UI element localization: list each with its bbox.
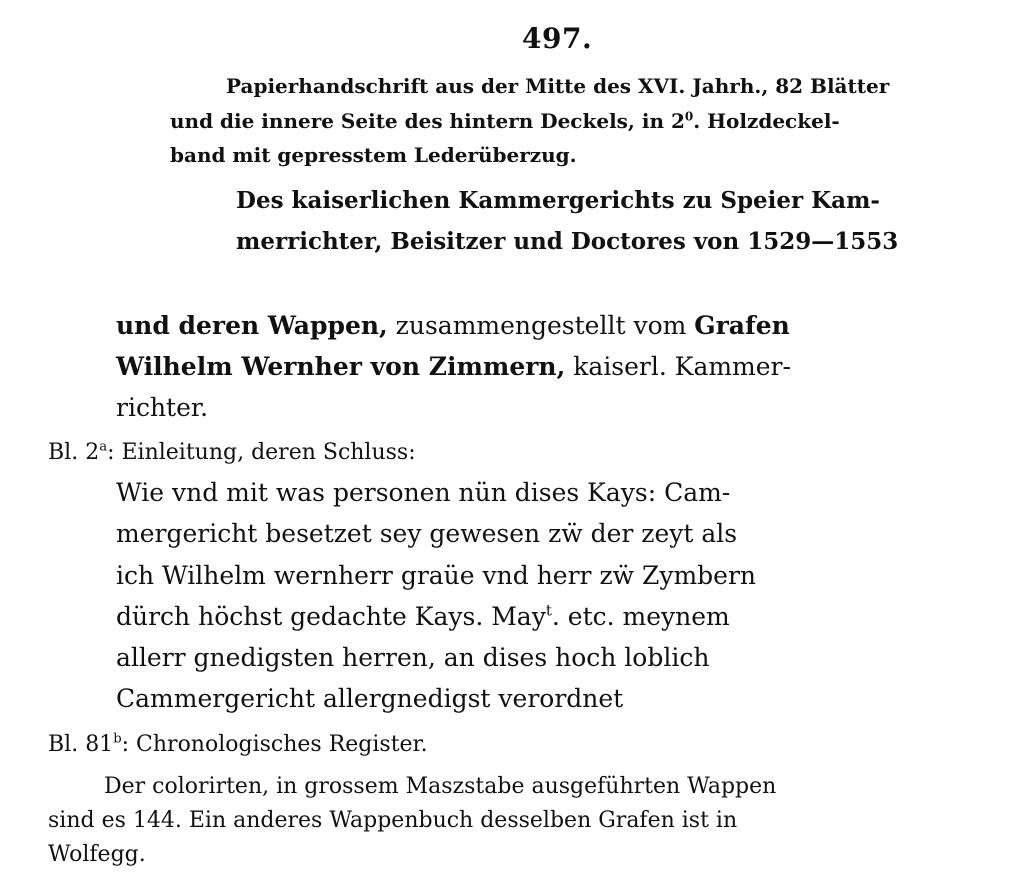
title-text-1: Des kaiserlichen Kammergerichts zu Speier Kam- (236, 187, 880, 214)
quote-line-5 (116, 643, 709, 672)
description-text-2a: und die innere Seite des hintern Deckels, in 2 (170, 109, 685, 133)
quote-text-6: Cammergericht allergnedigst verordnet (116, 684, 624, 713)
entry-bl2-text: : Einleitung, deren Schluss: (107, 440, 416, 465)
description-line-2 (170, 109, 934, 133)
format-superscript: 0 (684, 109, 694, 124)
quote-text-2: mergericht besetzet sey gewesen zẅ der zeyt als (116, 519, 738, 548)
entry-bl2 (48, 440, 416, 465)
quote-line-6 (116, 684, 623, 713)
title-text-2: merrichter, Beisitzer und Doctores von 1529—1553 (236, 228, 899, 255)
quote-text-3: ich Wilhelm wernherr graüe vnd herr zẅ Zymbern (116, 561, 757, 590)
quote-line-1 (116, 478, 812, 507)
quote-text-4a: dürch höchst gedachte Kays. May (116, 602, 546, 631)
note-text-3: Wolfegg. (48, 842, 146, 867)
description-text-2b: . Holzdeckel- (693, 109, 840, 133)
note-line-3 (48, 842, 146, 867)
entry-bl81-sup: b (113, 731, 122, 747)
subtitle-bold-2: Grafen (694, 311, 790, 340)
subtitle-normal-2: kaiserl. Kammer- (565, 352, 791, 381)
quote-text-5: allerr gnedigsten herren, an dises hoch loblich (116, 643, 710, 672)
note-text-1: Der colorirten, in grossem Maszstabe ausgeführten Wappen (104, 774, 777, 799)
description-line-1 (226, 74, 934, 98)
description-line-3 (170, 143, 577, 167)
entry-bl81 (48, 732, 428, 757)
subtitle-text-3: richter. (116, 393, 209, 422)
description-text-3: band mit gepresstem Lederüberzug. (170, 143, 577, 167)
subtitle-line-3 (116, 393, 208, 422)
entry-bl2-label: Bl. 2 (48, 440, 100, 465)
note-line-2 (48, 808, 737, 833)
title-line-1 (236, 187, 880, 214)
quote-line-2 (116, 519, 737, 548)
subtitle-normal-1: zusammengestellt vom (387, 311, 695, 340)
note-text-2: sind es 144. Ein anderes Wappenbuch desselben Grafen ist in (48, 808, 738, 833)
quote-text-1: Wie vnd mit was personen nün dises Kays: Cam- (116, 478, 731, 507)
note-line-1 (104, 774, 776, 799)
entry-bl2-sup: a (99, 439, 108, 455)
subtitle-line-2 (116, 352, 791, 381)
quote-line-4 (116, 602, 730, 631)
subtitle-bold-1: und deren Wappen, (116, 311, 388, 340)
quote-sup-4: t (545, 601, 552, 620)
quote-text-4b: . etc. meynem (551, 602, 730, 631)
entry-bl81-label: Bl. 81 (48, 732, 114, 757)
page-number: 497. (522, 22, 593, 55)
description-text-1: Papierhandschrift aus der Mitte des XVI. Jahrh., 82 Blätter (226, 74, 890, 98)
subtitle-bold-3: Wilhelm Wernher von Zimmern, (116, 352, 566, 381)
subtitle-line-1 (116, 311, 790, 340)
entry-bl81-text: : Chronologisches Register. (121, 732, 428, 757)
quote-line-3 (116, 561, 756, 590)
title-line-2 (236, 228, 898, 255)
